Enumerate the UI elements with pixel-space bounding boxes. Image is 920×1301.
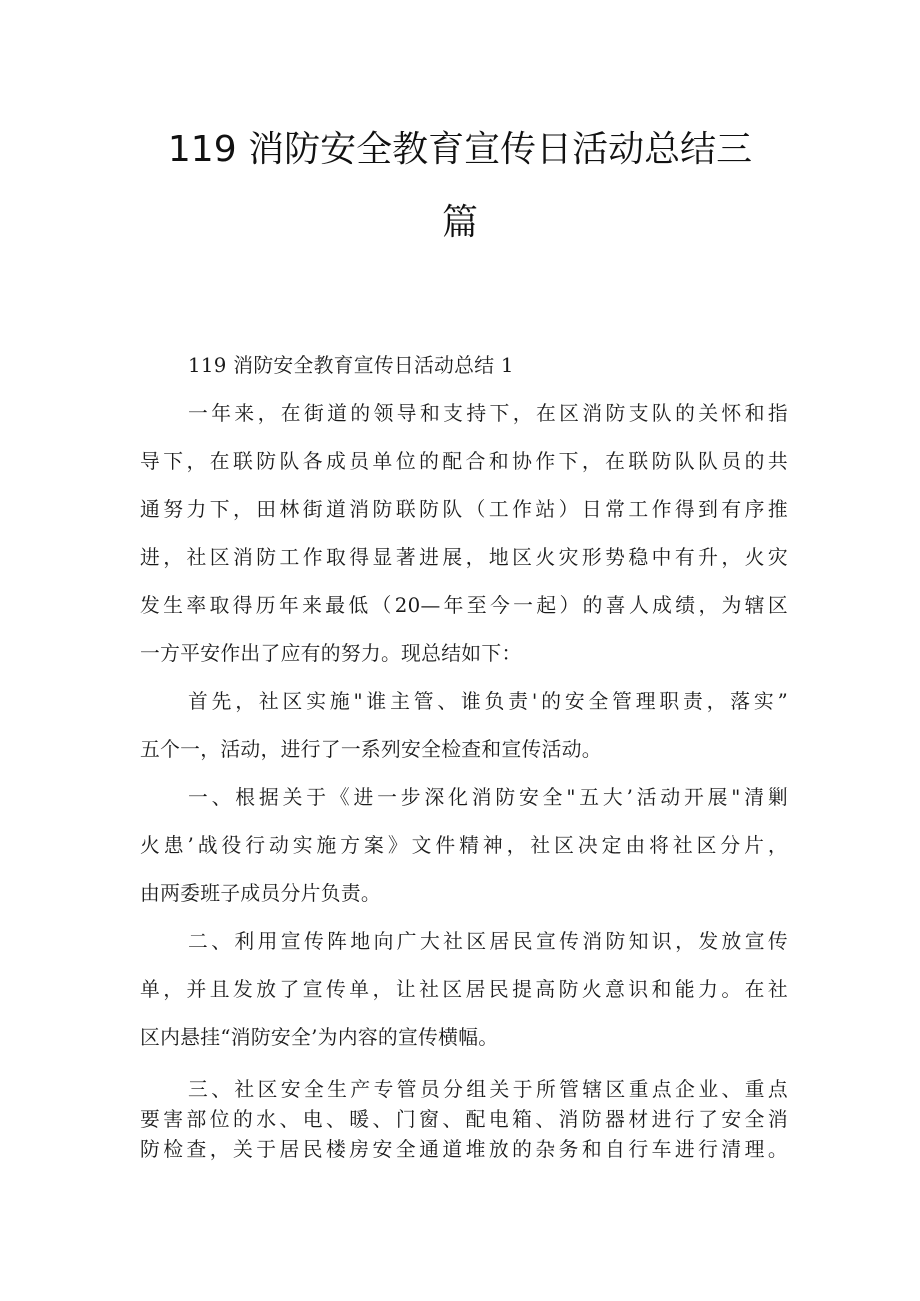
paragraph-4-line-1: 二、利用宣传阵地向广大社区居民宣传消防知识，发放宣传 xyxy=(188,930,788,953)
document-title-line-1: 119 消防安全教育宣传日活动总结三 xyxy=(167,129,753,170)
paragraph-5-line-1: 三、社区安全生产专管员分组关于所管辖区重点企业、重点 xyxy=(188,1078,788,1101)
paragraph-3-line-3: 由两委班子成员分片负责。 xyxy=(140,882,381,905)
paragraph-5-line-3: 防检查，关于居民楼房安全通道堆放的杂务和自行车进行清理。 xyxy=(140,1138,788,1161)
paragraph-3-line-2: 火患’战役行动实施方案》文件精神，社区决定由将社区分片， xyxy=(140,834,788,857)
paragraph-1-line-3: 通努力下，田林街道消防联防队（工作站）日常工作得到有序推 xyxy=(140,498,788,521)
paragraph-2-line-2: 五个一，活动，进行了一系列安全检查和宣传活动。 xyxy=(140,738,602,761)
paragraph-3-line-1: 一、根据关于《进一步深化消防安全"五大’活动开展"清剿 xyxy=(188,786,788,809)
paragraph-4-line-3: 区内悬挂“消防安全’为内容的宣传横幅。 xyxy=(140,1026,499,1049)
paragraph-1-line-5: 发生率取得历年来最低（20—年至今一起）的喜人成绩，为辖区 xyxy=(140,594,788,617)
paragraph-1-line-2: 导下，在联防队各成员单位的配合和协作下，在联防队队员的共 xyxy=(140,450,788,473)
document-title-line-2: 篇 xyxy=(441,202,478,243)
paragraph-1-line-1: 一年来，在街道的领导和支持下，在区消防支队的关怀和指 xyxy=(188,402,788,425)
paragraph-1-line-4: 进，社区消防工作取得显著进展，地区火灾形势稳中有升，火灾 xyxy=(140,546,788,569)
paragraph-4-line-2: 单，并且发放了宣传单，让社区居民提高防火意识和能力。在社 xyxy=(140,978,788,1001)
section-heading: 119 消防安全教育宣传日活动总结 1 xyxy=(188,354,514,377)
paragraph-5-line-2: 要害部位的水、电、暖、门窗、配电箱、消防器材进行了安全消 xyxy=(140,1108,788,1131)
paragraph-1-line-6: 一方平安作出了应有的努力。现总结如下： xyxy=(140,642,522,665)
paragraph-2-line-1: 首先，社区实施"谁主管、谁负责'的安全管理职责，落实” xyxy=(188,690,788,713)
